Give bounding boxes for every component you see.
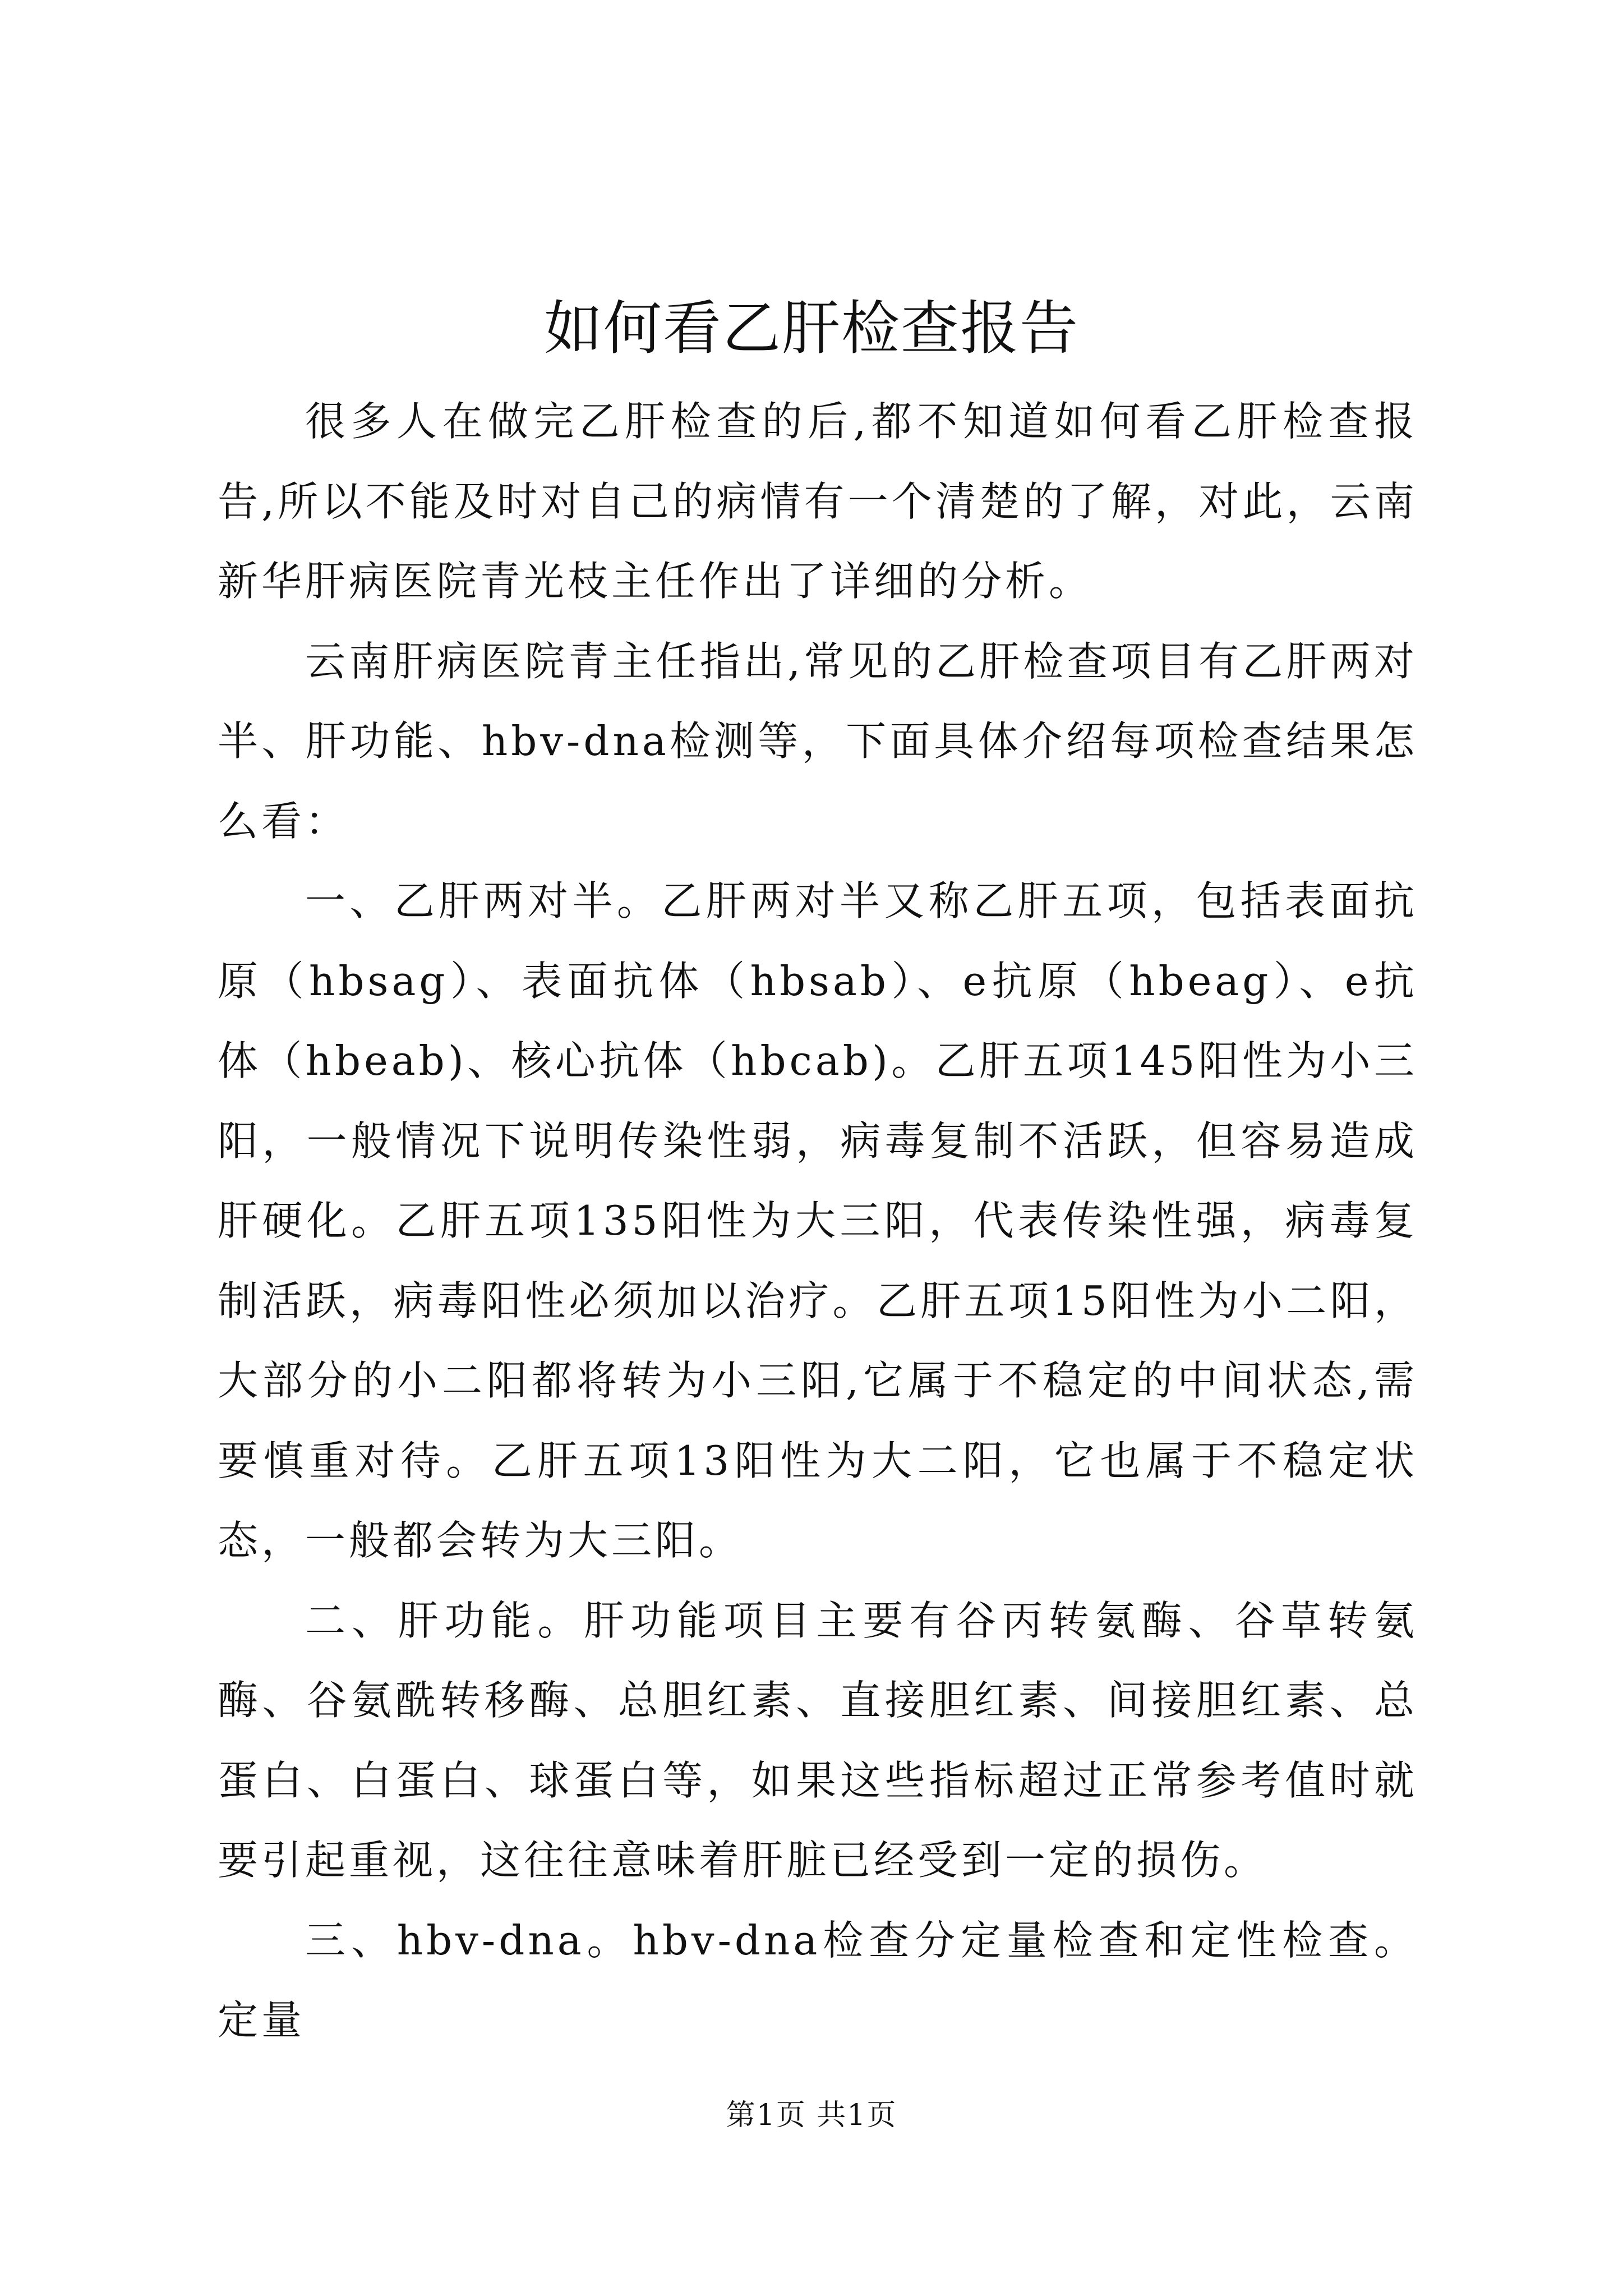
document-body bbox=[218, 381, 1418, 2060]
page-footer: 第1页 共1页 bbox=[726, 2099, 897, 2132]
paragraph-hbv-dna: 三、hbv-dna。hbv-dna检查分定量检查和定性检查。定量 bbox=[218, 1916, 1418, 2044]
document-title: 如何看乙肝检查报告 bbox=[543, 294, 1079, 362]
paragraph-overview: 云南肝病医院青主任指出,常见的乙肝检查项目有乙肝两对半、肝功能、hbv-dna检测等，下面具体介绍每项检查结果怎么看： bbox=[218, 637, 1418, 845]
paragraph-intro: 很多人在做完乙肝检查的后,都不知道如何看乙肝检查报告,所以不能及时对自己的病情有一个清楚的了解，对此，云南新华肝病医院青光枝主任作出了详细的分析。 bbox=[218, 398, 1418, 605]
paragraph-hbv-markers: 一、乙肝两对半。乙肝两对半又称乙肝五项，包括表面抗原（hbsag）、表面抗体（hbsab）、e抗原（hbeag）、e抗体（hbeab)、核心抗体（hbcab)。乙肝五项145阳性为小三阳，一般情况下说明传染性弱，病毒复制不活跃，但容易造成肝硬化。乙肝五项135阳性为大三阳，代表传染性强，病毒复制活跃，病毒阳性必须加以治疗。乙肝五项15阳性为小二阳，大部分的小二阳都将转为小三阳,它属于不稳定的中间状态,需要慎重对待。乙肝五项13阳性为大二阳，它也属于不稳定状态，一般都会转为大三阳。 bbox=[218, 877, 1418, 1564]
paragraph-liver-function: 二、肝功能。肝功能项目主要有谷丙转氨酶、谷草转氨酶、谷氨酰转移酶、总胆红素、直接胆红素、间接胆红素、总蛋白、白蛋白、球蛋白等，如果这些指标超过正常参考值时就要引起重视，这往往意味着肝脏已经受到一定的损伤。 bbox=[218, 1596, 1418, 1884]
